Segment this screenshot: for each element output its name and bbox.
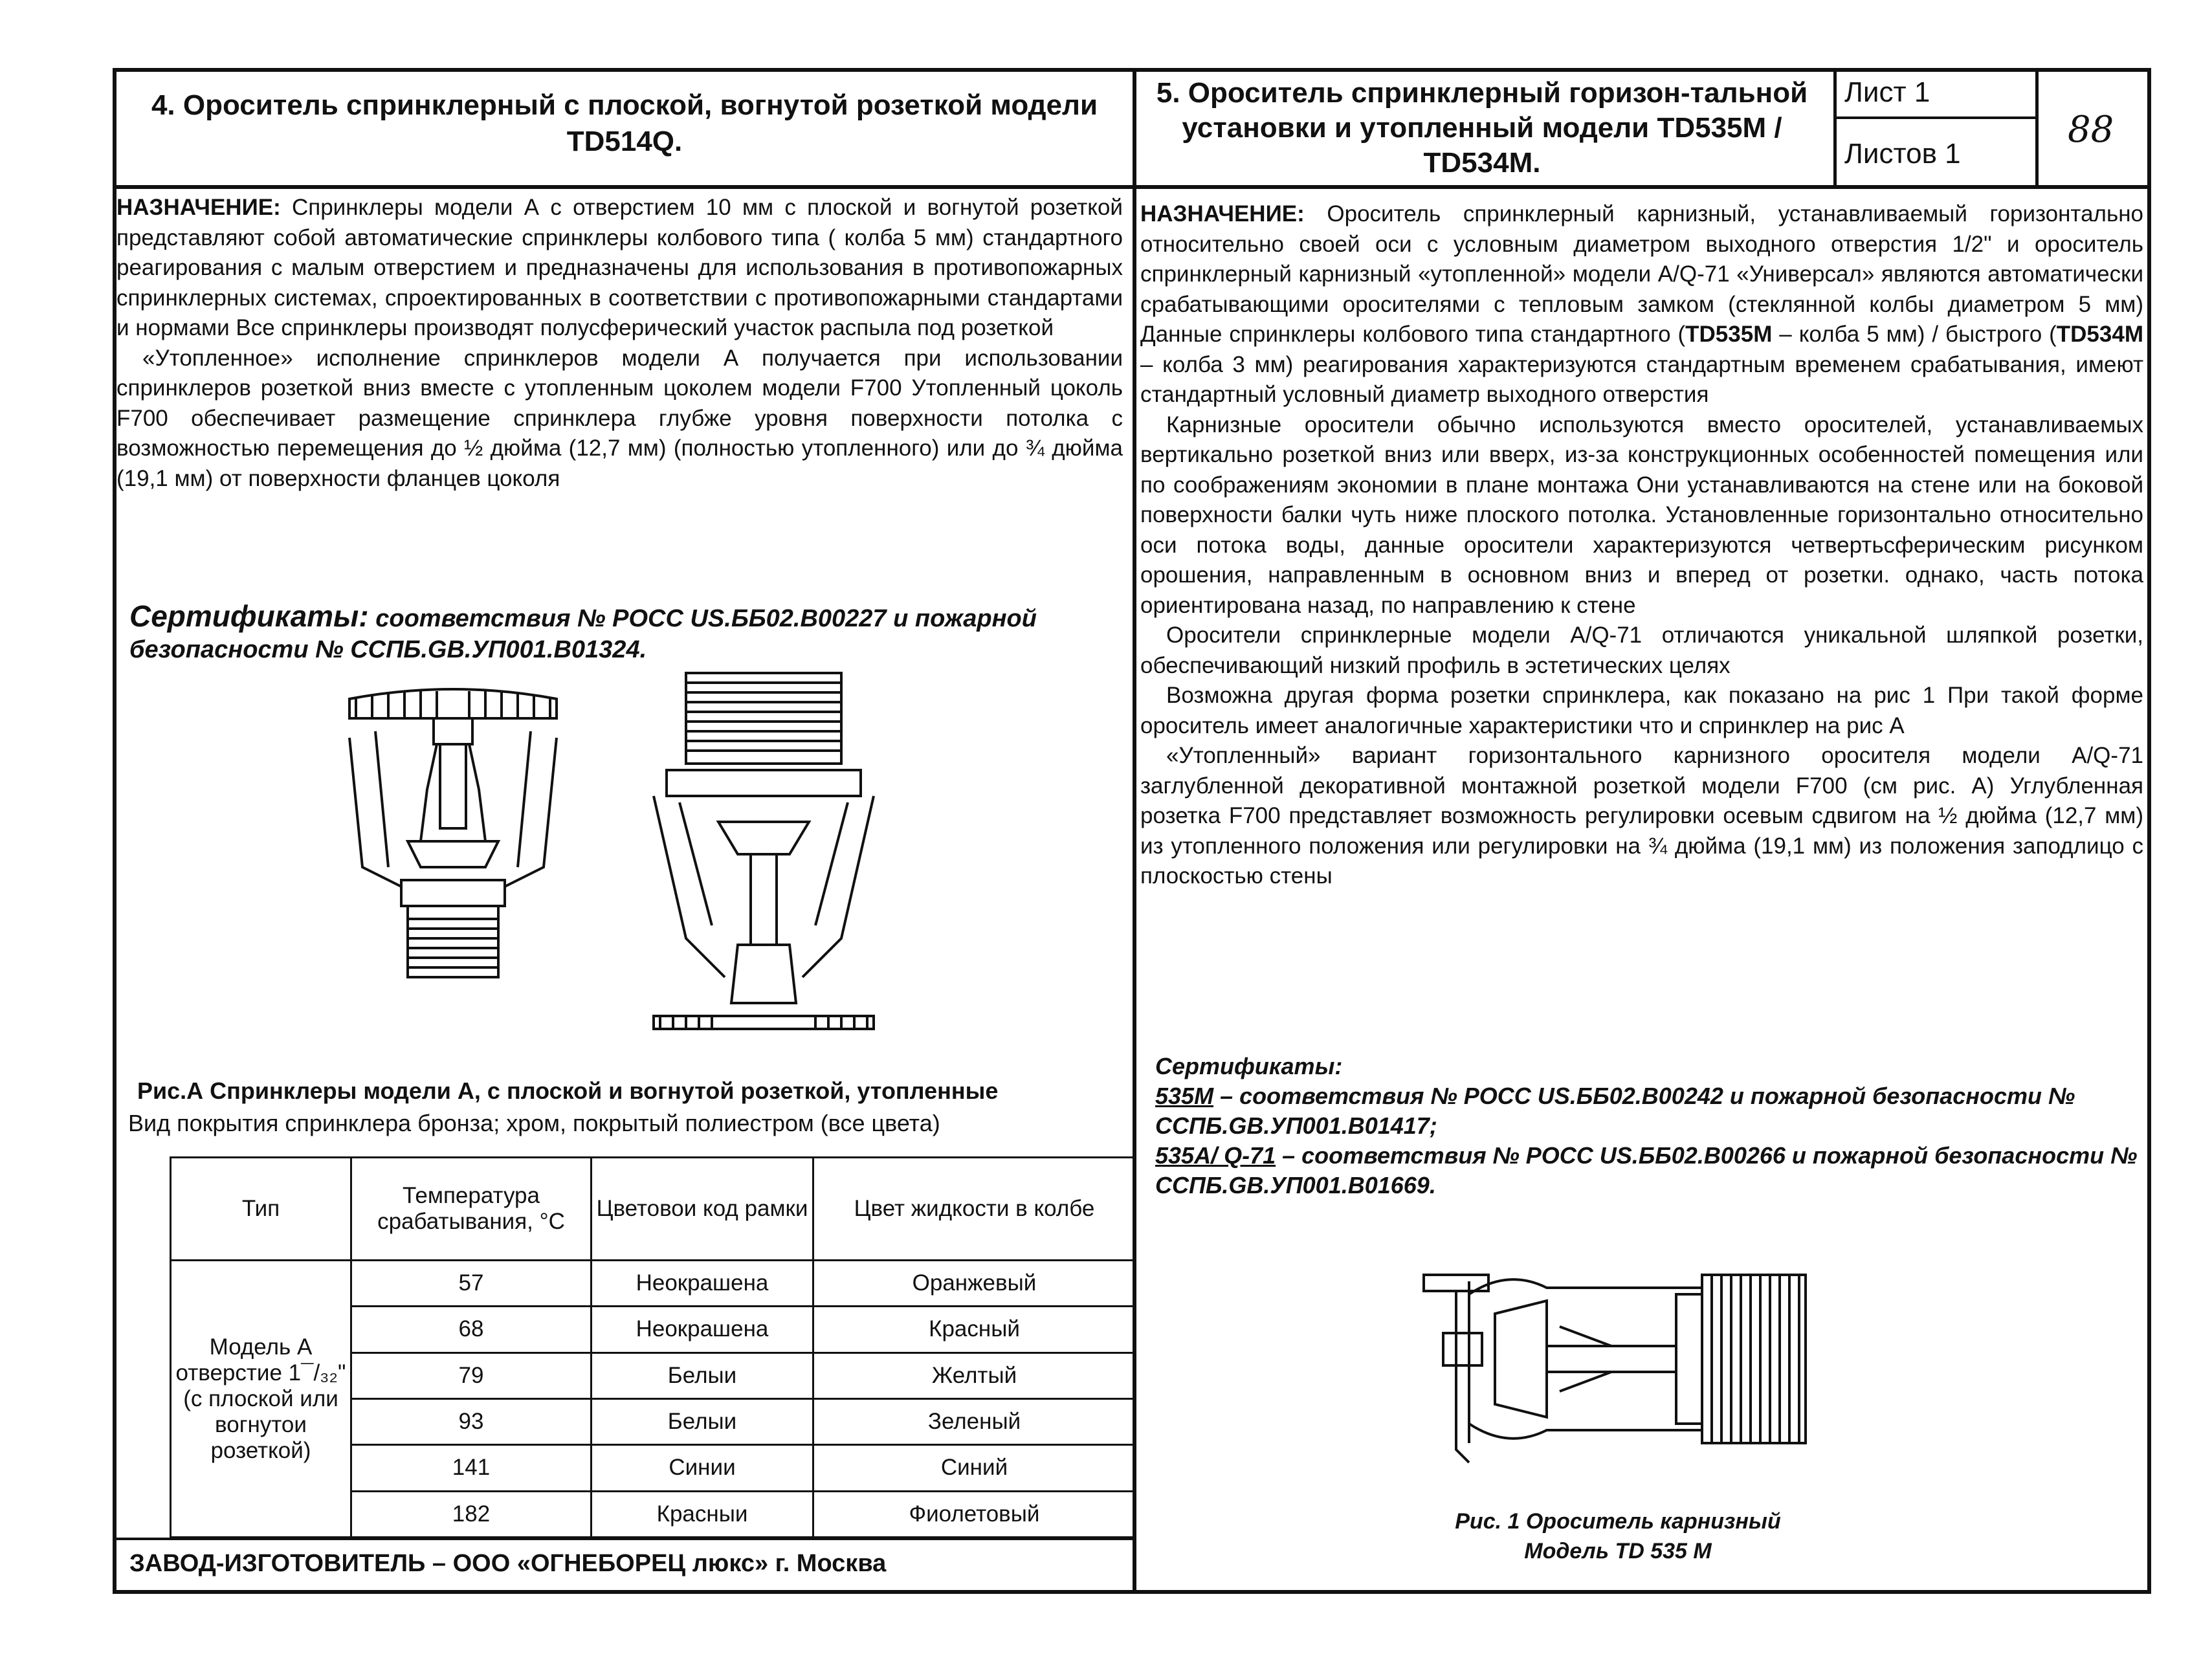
table-cell-frame: Неокрашена — [592, 1307, 813, 1352]
left-purpose-block — [116, 193, 1123, 494]
right-cert-title: Сертификаты: — [1155, 1053, 1343, 1079]
right-figure-caption — [1391, 1507, 1844, 1566]
left-cert-lead: Сертификаты: — [129, 599, 369, 633]
table-cell-liquid: Оранжевый — [813, 1261, 1136, 1307]
right-purpose-block — [1140, 199, 2143, 892]
table-cell-temp: 182 — [351, 1491, 592, 1537]
cert-2-text: – соответствия № РОСС US.ББ02.В00266 и пожарной безопасности № ССПБ.GB.УП001.В01669. — [1155, 1142, 2138, 1198]
table-header-liquid-color: Цвет жидкости в колбе — [813, 1158, 1136, 1261]
right-figure-caption-line-1: Рис. 1 Ороситель карнизный — [1455, 1509, 1781, 1534]
left-figure-caption: Рис.А Спринклеры модели А, с плоской и вогнутой розеткой, утопленные — [137, 1077, 999, 1104]
table-cell-temp: 57 — [351, 1261, 592, 1307]
left-purpose-text: Спринклеры модели А с отверстием 10 мм с плоской и вогнутой розеткой представляют собой автоматические спринклеры колбового типа ( колба 5 мм) стандартного реагирования с малым отверстием и предназначены для использования в противопожарных спринклерных системах, спроектированных в соответствии с противопожарными стандартами и нормами Все спринклеры производят полусферический участок распыла под розеткой — [116, 195, 1123, 340]
table-header-temperature: Температура срабатывания, °С — [351, 1158, 592, 1261]
right-purpose-text-2: – колба 5 мм) / быстрого ( — [1772, 322, 2057, 347]
right-purpose-text-1: Ороситель спринклерный карнизный, устанавливаемый горизонтально относительно своей оси с условным диаметром выходного отверстия 1/2" и ороситель спринклерный карнизный «утопленной» модели A/Q-71 «Универсал» являются автоматически срабатывающими оросителями с тепловым замком (стеклянной колбы диаметром 5 мм) Данные спринклеры колбового типа стандартного ( — [1140, 201, 2143, 347]
table-header-type: Тип — [171, 1158, 351, 1261]
manufacturer-line: ЗАВОД-ИЗГОТОВИТЕЛЬ – ООО «ОГНЕБОРЕЦ люкс» г. Москва — [129, 1550, 887, 1577]
right-purpose-lead: НАЗНАЧЕНИЕ: — [1140, 201, 1305, 226]
right-paragraph-3: Оросители спринклерные модели A/Q-71 отличаются уникальной шляпкой розетки, обеспечивающий низкий профиль в эстетических целях — [1140, 623, 2143, 678]
cert-1-text: – соответствия № РОСС US.ББ02.В00242 и пожарной безопасности № ССПБ.GB.УП001.В01417; — [1155, 1083, 2075, 1139]
sprinkler-pendent-drawing — [337, 673, 570, 984]
right-paragraph-5: «Утопленный» вариант горизонтального карнизного оросителя модели A/Q-71 заглубленной декоративной монтажной розеткой модели F700 (см рис. А) Углубленная розетка F700 представляет возможность регулировки осевым сдвигом на ½ дюйма (12,7 мм) из утопленного положения или регулировки на ¾ дюйма (19,1 мм) из положения заподлицо с плоскостью стены — [1140, 743, 2143, 889]
right-certificates — [1155, 1052, 2139, 1200]
table-cell-frame: Красныи — [592, 1491, 813, 1537]
table-cell-liquid: Синий — [813, 1445, 1136, 1491]
left-purpose-paragraph — [116, 193, 1123, 344]
left-figure-caption-2: Вид покрытия спринклера бронза; хром, покрытый полиестром (все цвета) — [128, 1110, 940, 1136]
table-cell-liquid: Зеленый — [813, 1398, 1136, 1444]
right-paragraph-4: Возможна другая форма розетки спринклера, как показано на рис 1 При такой форме ороситель имеет аналогичные характеристики что и спринклер на рис А — [1140, 683, 2143, 738]
table-type-cell: Модель А отверстие 1¯/₃₂" (с плоской или вогнутои розеткой) — [171, 1261, 351, 1538]
table-cell-frame: Белыи — [592, 1352, 813, 1398]
sheets-count-label: Листов 1 — [1844, 138, 1961, 170]
table-cell-frame: Неокрашена — [592, 1261, 813, 1307]
sheet-label: Лист 1 — [1844, 76, 1930, 108]
sprinkler-upright-drawing — [647, 667, 880, 1055]
table-cell-temp: 79 — [351, 1352, 592, 1398]
left-cert-text: соответствия № РОСС US.ББ02.В00227 и пожарной безопасности № ССПБ.GB.УП001.В01324. — [129, 605, 1037, 663]
header-divider — [113, 185, 2151, 189]
table-cell-liquid: Красный — [813, 1307, 1136, 1352]
right-cert-2 — [1155, 1141, 2139, 1200]
right-paragraph-2: Карнизные оросители обычно используются вместо оросителей, устанавливаемых вертикально розеткой вниз или вверх, из-за конструкционных особенностей помещения или по соображениям экономии в плане монтажа Они устанавливаются на стене или на боковой поверхности балки чуть ниже плоского потолка. Установленные горизонтально относительно оси потока воды, данные оросители характеризуются четвертьсферическим рисунком орошения, направленным в основном вниз и вперед от розетки. однако, часть потока ориентирована назад, по направлению к стене — [1140, 412, 2143, 618]
table-cell-temp: 68 — [351, 1307, 592, 1352]
table-header-row — [171, 1158, 1136, 1261]
table-cell-temp: 93 — [351, 1398, 592, 1444]
left-paragraph-2: «Утопленное» исполнение спринклеров модели А получается при использовании спринклеров розеткой вниз вместе с утопленным цоколем модели F700 Утопленный цоколь F700 обеспечивает размещение спринклера глубже уровня поверхности потолка с возможностью перемещения до ½ дюйма (12,7 мм) (полностью утопленного) или до ¾ дюйма (19,1 мм) от поверхности фланцев цоколя — [116, 345, 1123, 491]
right-model-td535m: TD535M — [1685, 322, 1773, 347]
sheet-number: 88 — [2068, 109, 2114, 151]
sprinkler-sidewall-drawing — [1417, 1255, 1819, 1475]
right-purpose-text-3: – колба 3 мм) реагирования характеризуются стандартным временем срабатывания, имеют стандартный условный диаметр выходного отверстия — [1140, 351, 2143, 407]
sheet-box-divider-2 — [2035, 68, 2039, 187]
right-model-td534m: TD534M — [2056, 322, 2143, 347]
cert-model-535m: 535M — [1155, 1083, 1214, 1109]
temperature-table — [170, 1156, 1136, 1538]
left-section-title: 4. Ороситель спринклерный с плоской, вогнутой розеткой модели TD514Q. — [151, 89, 1098, 157]
cert-model-535a-q71: 535А/ Q-71 — [1155, 1142, 1276, 1169]
left-purpose-lead: НАЗНАЧЕНИЕ: — [116, 195, 281, 220]
sheet-box-mid-line — [1833, 116, 2037, 119]
table-cell-liquid: Фиолетовый — [813, 1491, 1136, 1537]
sheet-box-divider-1 — [1833, 68, 1837, 187]
left-certificates — [129, 601, 1126, 665]
right-purpose-paragraph — [1140, 199, 2143, 410]
table-cell-frame: Синии — [592, 1445, 813, 1491]
right-section-title: 5. Ороситель спринклерный горизон-тальной установки и утопленный модели TD535M / TD534M. — [1156, 77, 1808, 179]
table-cell-frame: Белыи — [592, 1398, 813, 1444]
right-figure-caption-line-2: Модель TD 535 M — [1524, 1539, 1712, 1563]
table-cell-temp: 141 — [351, 1445, 592, 1491]
table-cell-liquid: Желтый — [813, 1352, 1136, 1398]
table-row — [171, 1261, 1136, 1307]
right-cert-1 — [1155, 1081, 2139, 1141]
table-header-frame-color: Цветовои код рамки — [592, 1158, 813, 1261]
